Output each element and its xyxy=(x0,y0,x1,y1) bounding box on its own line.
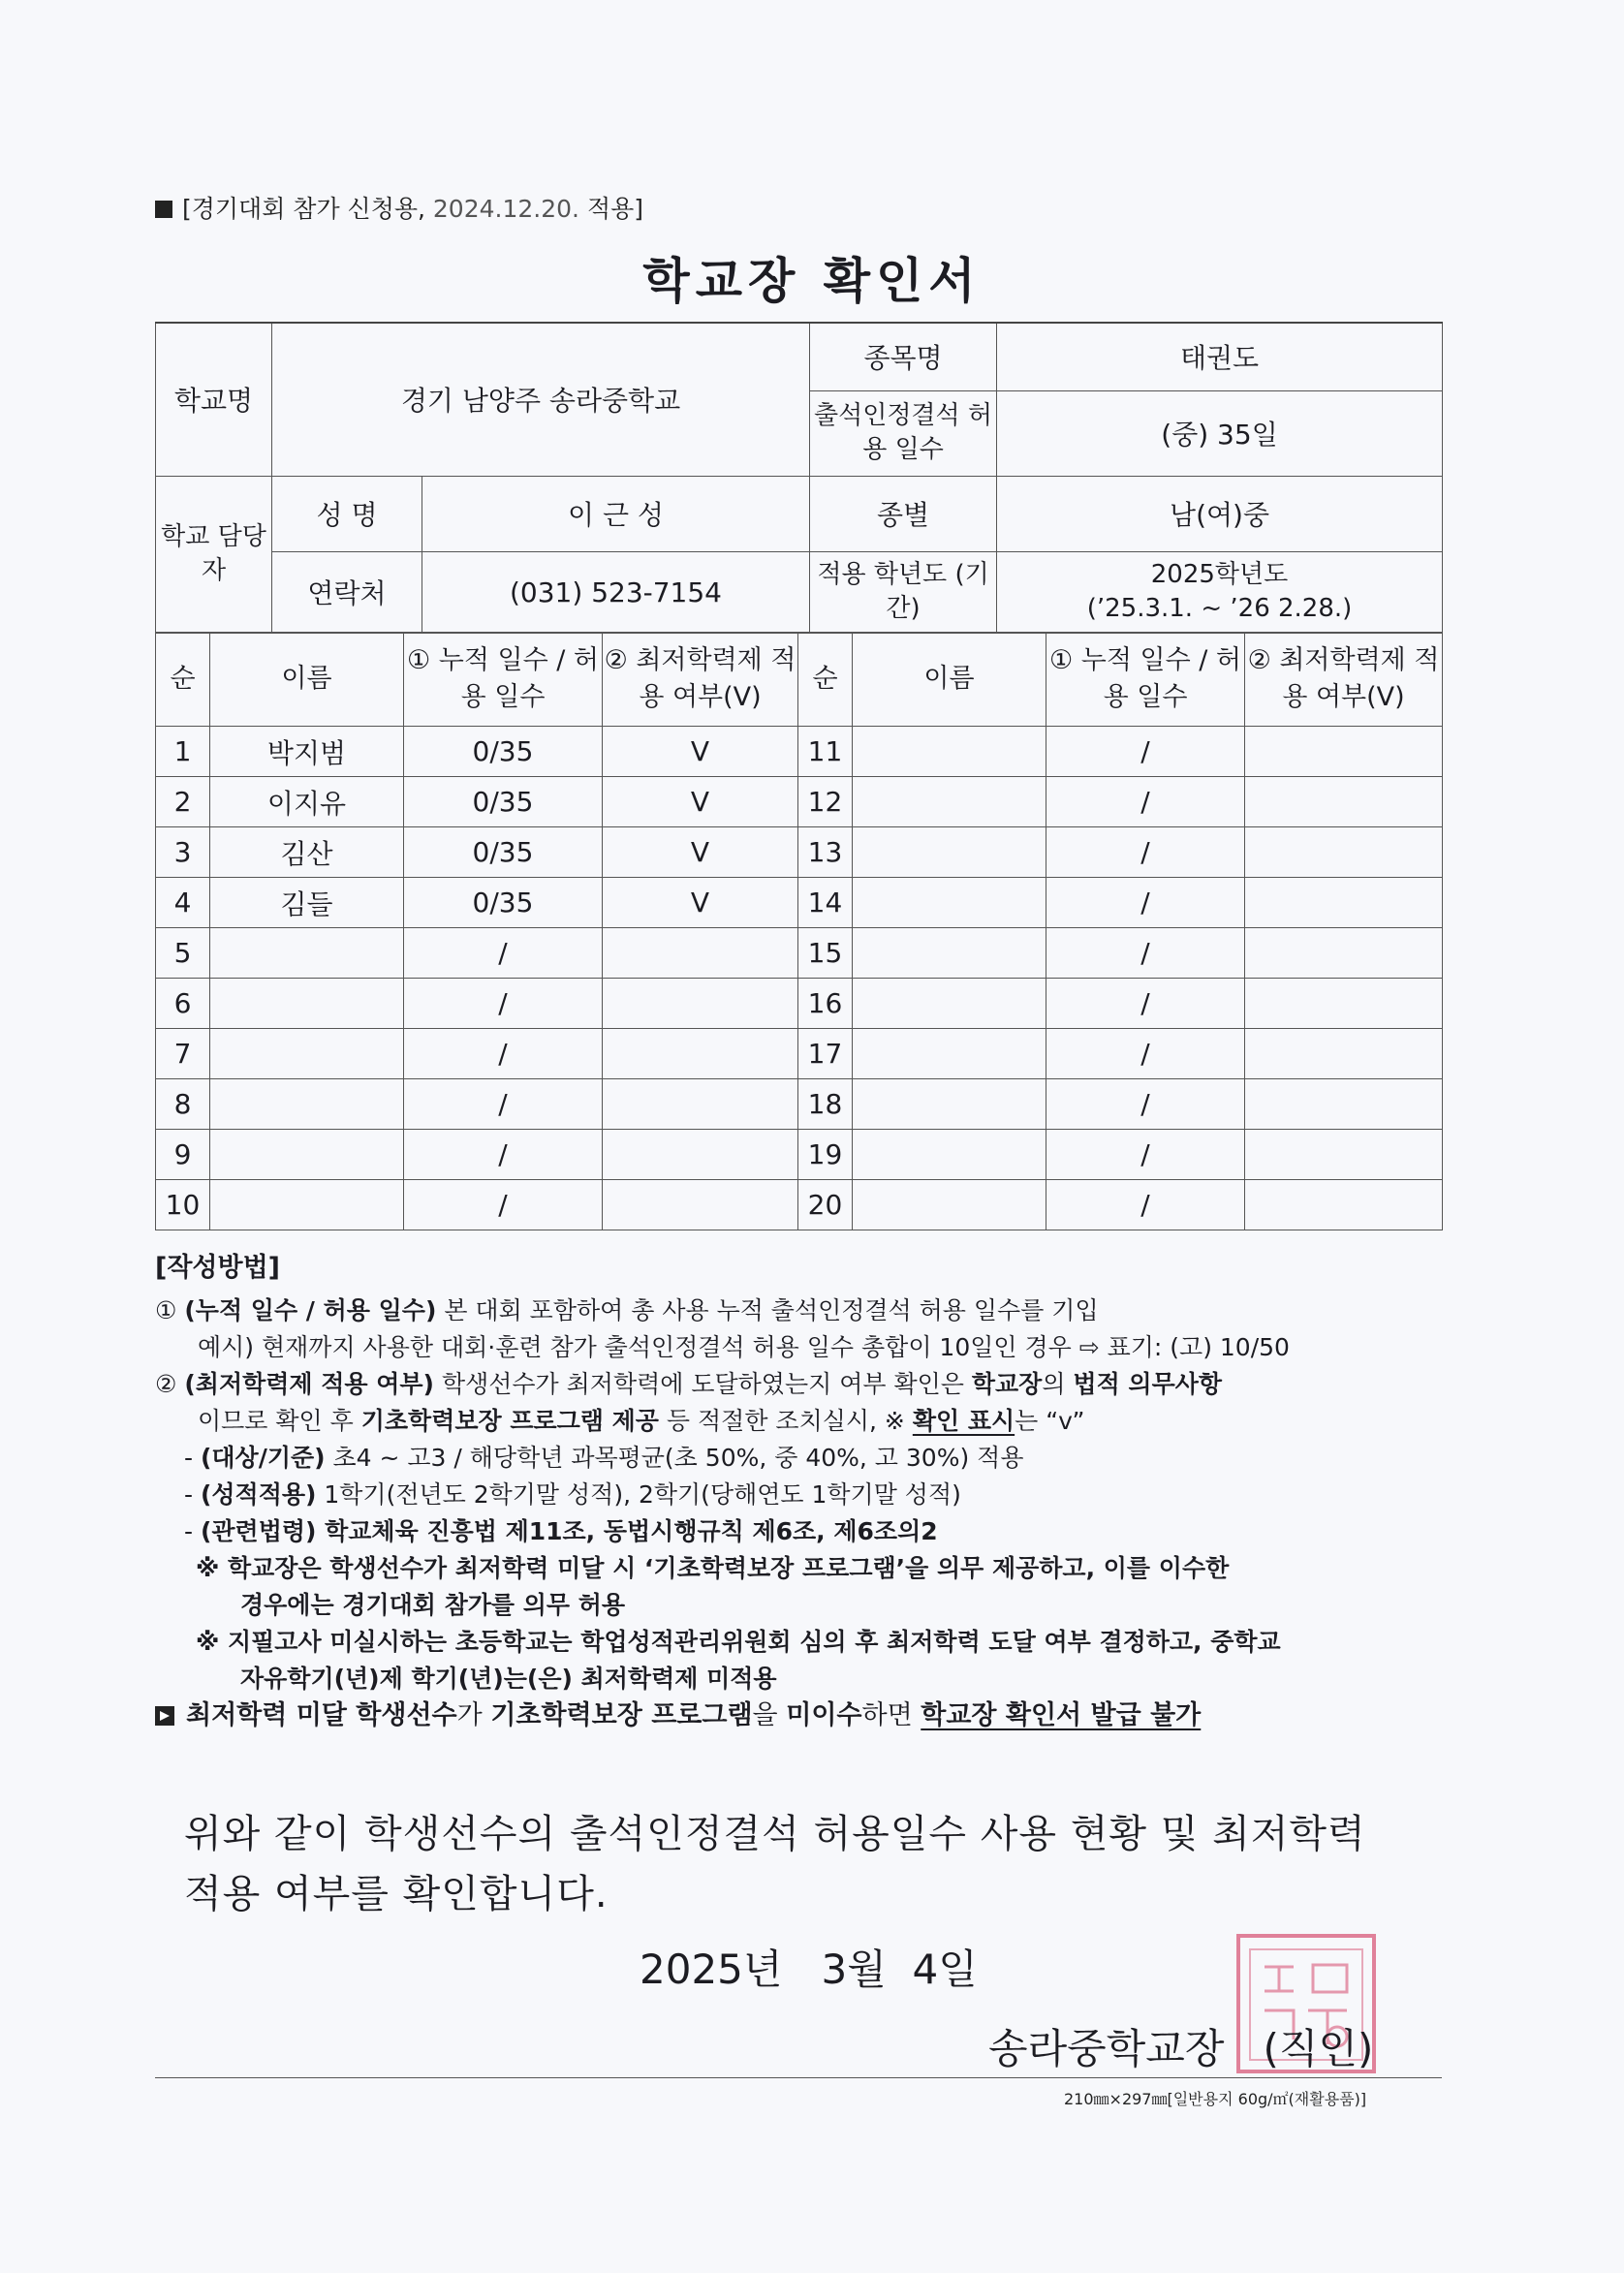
dash-item-grades-text: 1학기(전년도 2학기말 성적), 2학기(당해연도 1학기말 성적) xyxy=(324,1480,961,1509)
final-warning xyxy=(155,1697,1453,1734)
min-academic-check xyxy=(1245,727,1443,777)
absence-days: / xyxy=(1046,777,1245,827)
applied-header: ② 최저학력제 적용 여부(V) xyxy=(603,633,798,727)
name-header: 이름 xyxy=(853,633,1046,727)
note-1 xyxy=(155,1292,1453,1329)
dash-item-law-text: (관련법령) 학교체육 진흥법 제11조, 동법시행규칙 제6조, 제6조의2 xyxy=(200,1517,938,1545)
absence-days: / xyxy=(404,979,603,1029)
table-row xyxy=(156,777,1443,827)
tag-suffix: 적용] xyxy=(586,195,644,223)
absence-days: 0/35 xyxy=(404,827,603,878)
table-row xyxy=(156,928,1443,979)
form-version-tag xyxy=(155,190,643,225)
row-number: 20 xyxy=(798,1180,853,1230)
year-cell xyxy=(997,551,1443,633)
final-warning-g: 학교장 확인서 발급 불가 xyxy=(921,1700,1202,1730)
writing-instructions xyxy=(155,1250,1453,1734)
note-2-line-2-c: 등 적절한 조치실시, ※ xyxy=(666,1407,905,1435)
info-table xyxy=(155,322,1443,634)
row-number: 7 xyxy=(156,1029,210,1079)
absence-days: / xyxy=(404,1029,603,1079)
name-header: 이름 xyxy=(210,633,404,727)
min-academic-check xyxy=(1245,928,1443,979)
absence-days: / xyxy=(1046,1130,1245,1180)
confirmation-line-1: 위와 같이 학생선수의 출석인정결석 허용일수 사용 현황 및 최저학력 xyxy=(184,1812,1366,1856)
note-2-text: 학생선수가 최저학력에 도달하였는지 여부 확인은 xyxy=(441,1370,964,1398)
dash-item-grades: - (성적적용) 1학기(전년도 2학기말 성적), 2학기(당해연도 1학기말 성적) xyxy=(184,1480,961,1509)
reference-note-2: ※ 지필고사 미실시하는 초등학교는 학업성적관리위원회 심의 후 최저학력 도달 여부 결정하고, 중학교 xyxy=(196,1628,1281,1656)
contact-label: 연락처 xyxy=(272,551,422,633)
table-row xyxy=(156,979,1443,1029)
note-2-line-2-a: 이므로 확인 후 xyxy=(198,1407,354,1435)
student-name xyxy=(853,928,1046,979)
student-name xyxy=(853,1029,1046,1079)
note-2 xyxy=(155,1366,1453,1403)
absence-days: / xyxy=(404,1079,603,1130)
absence-days: / xyxy=(404,928,603,979)
absence-days: / xyxy=(404,1180,603,1230)
student-name: 김들 xyxy=(210,878,404,928)
min-academic-check xyxy=(1245,979,1443,1029)
student-name xyxy=(853,1180,1046,1230)
absence-days: / xyxy=(404,1130,603,1180)
note-2-line-2-bold: 기초학력보장 프로그램 제공 xyxy=(360,1407,659,1435)
dash-item-target-heading: (대상/기준) xyxy=(200,1444,326,1472)
table-row xyxy=(156,878,1443,928)
row-number: 6 xyxy=(156,979,210,1029)
document-title: 학교장 확인서 xyxy=(642,253,982,309)
signer-line: 송라중학교장 (직인) xyxy=(988,2025,1374,2072)
min-academic-check xyxy=(1245,1079,1443,1130)
final-warning-c: 기초학력보장 프로그램 xyxy=(490,1700,753,1730)
note-2-bold-principal: 학교장 xyxy=(971,1370,1043,1398)
applied-header: ② 최저학력제 적용 여부(V) xyxy=(1245,633,1443,727)
absence-days: 0/35 xyxy=(404,727,603,777)
seq-header: 순 xyxy=(156,633,210,727)
min-academic-check xyxy=(603,1180,798,1230)
row-number: 15 xyxy=(798,928,853,979)
period-value: (’25.3.1. ~ ’26 2.28.) xyxy=(1086,594,1353,623)
min-academic-check: V xyxy=(603,827,798,878)
student-name xyxy=(853,1079,1046,1130)
row-number: 16 xyxy=(798,979,853,1029)
sport-value: 태권도 xyxy=(997,323,1443,390)
tag-date: 2024.12.20. xyxy=(432,195,579,223)
student-name xyxy=(210,928,404,979)
note-1-text: 본 대회 포함하여 총 사용 누적 출석인정결석 허용 일수를 기입 xyxy=(444,1296,1099,1324)
tag-prefix: [경기대회 참가 신청용, xyxy=(182,195,425,223)
absence-days: / xyxy=(1046,979,1245,1029)
reference-note-1: ※ 학교장은 학생선수가 최저학력 미달 시 ‘기초학력보장 프로그램’을 의무 제공하고, 이를 이수한 xyxy=(196,1554,1230,1582)
contact-value: (031) 523-7154 xyxy=(422,551,810,633)
absence-days: / xyxy=(1046,827,1245,878)
min-academic-check xyxy=(1245,1180,1443,1230)
min-academic-check xyxy=(603,928,798,979)
dash-item-target: - (대상/기준) 초4 ~ 고3 / 해당학년 과목평균(초 50%, 중 40%, 고 30%) 적용 xyxy=(184,1444,1024,1472)
arrow-box-icon xyxy=(155,1706,174,1726)
circled-two-mark: ② xyxy=(155,1370,177,1398)
student-name xyxy=(853,827,1046,878)
student-list-table xyxy=(155,632,1443,1230)
min-academic-check xyxy=(1245,1029,1443,1079)
sport-label: 종목명 xyxy=(810,323,997,390)
min-academic-check xyxy=(1245,1130,1443,1180)
student-name: 이지유 xyxy=(210,777,404,827)
dash-item-target-text: 초4 ~ 고3 / 해당학년 과목평균(초 50%, 중 40%, 고 30%) 적용 xyxy=(332,1444,1024,1472)
note-1-heading: (누적 일수 / 허용 일수) xyxy=(184,1296,437,1324)
row-number: 2 xyxy=(156,777,210,827)
row-number: 1 xyxy=(156,727,210,777)
absence-days: 0/35 xyxy=(404,777,603,827)
student-name xyxy=(853,878,1046,928)
student-name xyxy=(853,777,1046,827)
min-academic-check xyxy=(603,1029,798,1079)
min-academic-check xyxy=(603,979,798,1029)
category-label: 종별 xyxy=(810,476,997,551)
name-value: 이 근 성 xyxy=(422,476,810,551)
final-warning-b: 가 xyxy=(456,1700,483,1730)
school-value: 경기 남양주 송라중학교 xyxy=(272,323,810,476)
absence-days: / xyxy=(1046,727,1245,777)
absence-days: / xyxy=(1046,1079,1245,1130)
table-row xyxy=(156,1079,1443,1130)
absence-days-label: 출석인정결석 허용 일수 xyxy=(810,390,997,476)
min-academic-check xyxy=(603,1130,798,1180)
note-1-example: 예시) 현재까지 사용한 대회·훈련 참가 출석인정결석 허용 일수 총합이 10일인 경우 ⇨ 표기: (고) 10/50 xyxy=(198,1333,1290,1361)
min-academic-check xyxy=(1245,878,1443,928)
row-number: 14 xyxy=(798,878,853,928)
table-row xyxy=(156,827,1443,878)
min-academic-check xyxy=(1245,827,1443,878)
days-header: ① 누적 일수 / 허용 일수 xyxy=(1046,633,1245,727)
days-header: ① 누적 일수 / 허용 일수 xyxy=(404,633,603,727)
row-number: 4 xyxy=(156,878,210,928)
absence-days: / xyxy=(1046,878,1245,928)
dash-item-grades-heading: (성적적용) xyxy=(200,1480,317,1509)
reference-note-1-cont: 경우에는 경기대회 참가를 의무 허용 xyxy=(240,1591,626,1619)
row-number: 19 xyxy=(798,1130,853,1180)
confirmation-line-2: 적용 여부를 확인합니다. xyxy=(184,1872,609,1916)
absence-days: / xyxy=(1046,928,1245,979)
table-row xyxy=(156,727,1443,777)
row-number: 3 xyxy=(156,827,210,878)
note-2-line-2-e: 는 “v” xyxy=(1015,1407,1085,1435)
student-name: 김산 xyxy=(210,827,404,878)
student-name xyxy=(210,1180,404,1230)
confirmation-statement xyxy=(184,1804,1444,1924)
min-academic-check xyxy=(1245,777,1443,827)
note-2-line-2 xyxy=(155,1403,1453,1440)
final-warning-f: 하면 xyxy=(861,1700,913,1730)
instructions-title: [작성방법] xyxy=(155,1253,281,1283)
row-number: 5 xyxy=(156,928,210,979)
reference-note-2-cont: 자유학기(년)제 학기(년)는(은) 최저학력제 미적용 xyxy=(240,1665,777,1693)
final-warning-a: 최저학력 미달 학생선수 xyxy=(186,1700,457,1730)
school-label: 학교명 xyxy=(156,323,272,476)
name-label: 성 명 xyxy=(272,476,422,551)
student-name xyxy=(210,1029,404,1079)
student-name xyxy=(853,1130,1046,1180)
paper-spec: 210㎜×297㎜[일반용지 60g/㎡(재활용품)] xyxy=(1064,2090,1367,2108)
note-2-particle: 의 xyxy=(1042,1370,1066,1398)
category-value: 남(여)중 xyxy=(997,476,1443,551)
note-2-line-2-mark: 확인 표시 xyxy=(912,1407,1015,1435)
row-number: 10 xyxy=(156,1180,210,1230)
seq-header: 순 xyxy=(798,633,853,727)
signature-date: 2025년 3월 4일 xyxy=(640,1946,978,1993)
row-number: 18 xyxy=(798,1079,853,1130)
row-number: 9 xyxy=(156,1130,210,1180)
absence-days-value: (중) 35일 xyxy=(997,390,1443,476)
note-2-heading: (최저학력제 적용 여부) xyxy=(184,1370,434,1398)
circled-one-mark: ① xyxy=(155,1296,177,1324)
footer-divider xyxy=(155,2077,1442,2078)
note-2-bold-duty: 법적 의무사항 xyxy=(1073,1370,1223,1398)
student-name xyxy=(210,1079,404,1130)
student-name xyxy=(853,727,1046,777)
absence-days: / xyxy=(1046,1029,1245,1079)
absence-days: / xyxy=(1046,1180,1245,1230)
row-number: 17 xyxy=(798,1029,853,1079)
dash-item-law: - (관련법령) 학교체육 진흥법 제11조, 동법시행규칙 제6조, 제6조의2 xyxy=(184,1517,938,1545)
row-number: 13 xyxy=(798,827,853,878)
table-row xyxy=(156,1180,1443,1230)
final-warning-e: 미이수 xyxy=(786,1700,862,1730)
student-name xyxy=(210,1130,404,1180)
row-number: 12 xyxy=(798,777,853,827)
min-academic-check: V xyxy=(603,777,798,827)
manager-label: 학교 담당자 xyxy=(156,476,272,633)
min-academic-check: V xyxy=(603,727,798,777)
year-label: 적용 학년도 (기간) xyxy=(810,551,997,633)
row-number: 8 xyxy=(156,1079,210,1130)
row-number: 11 xyxy=(798,727,853,777)
student-name xyxy=(853,979,1046,1029)
final-warning-d: 을 xyxy=(752,1700,778,1730)
student-name: 박지범 xyxy=(210,727,404,777)
min-academic-check xyxy=(603,1079,798,1130)
year-value: 2025학년도 xyxy=(1150,559,1289,589)
table-row xyxy=(156,1029,1443,1079)
square-bullet-icon xyxy=(155,201,172,218)
absence-days: 0/35 xyxy=(404,878,603,928)
student-name xyxy=(210,979,404,1029)
min-academic-check: V xyxy=(603,878,798,928)
table-row xyxy=(156,1130,1443,1180)
